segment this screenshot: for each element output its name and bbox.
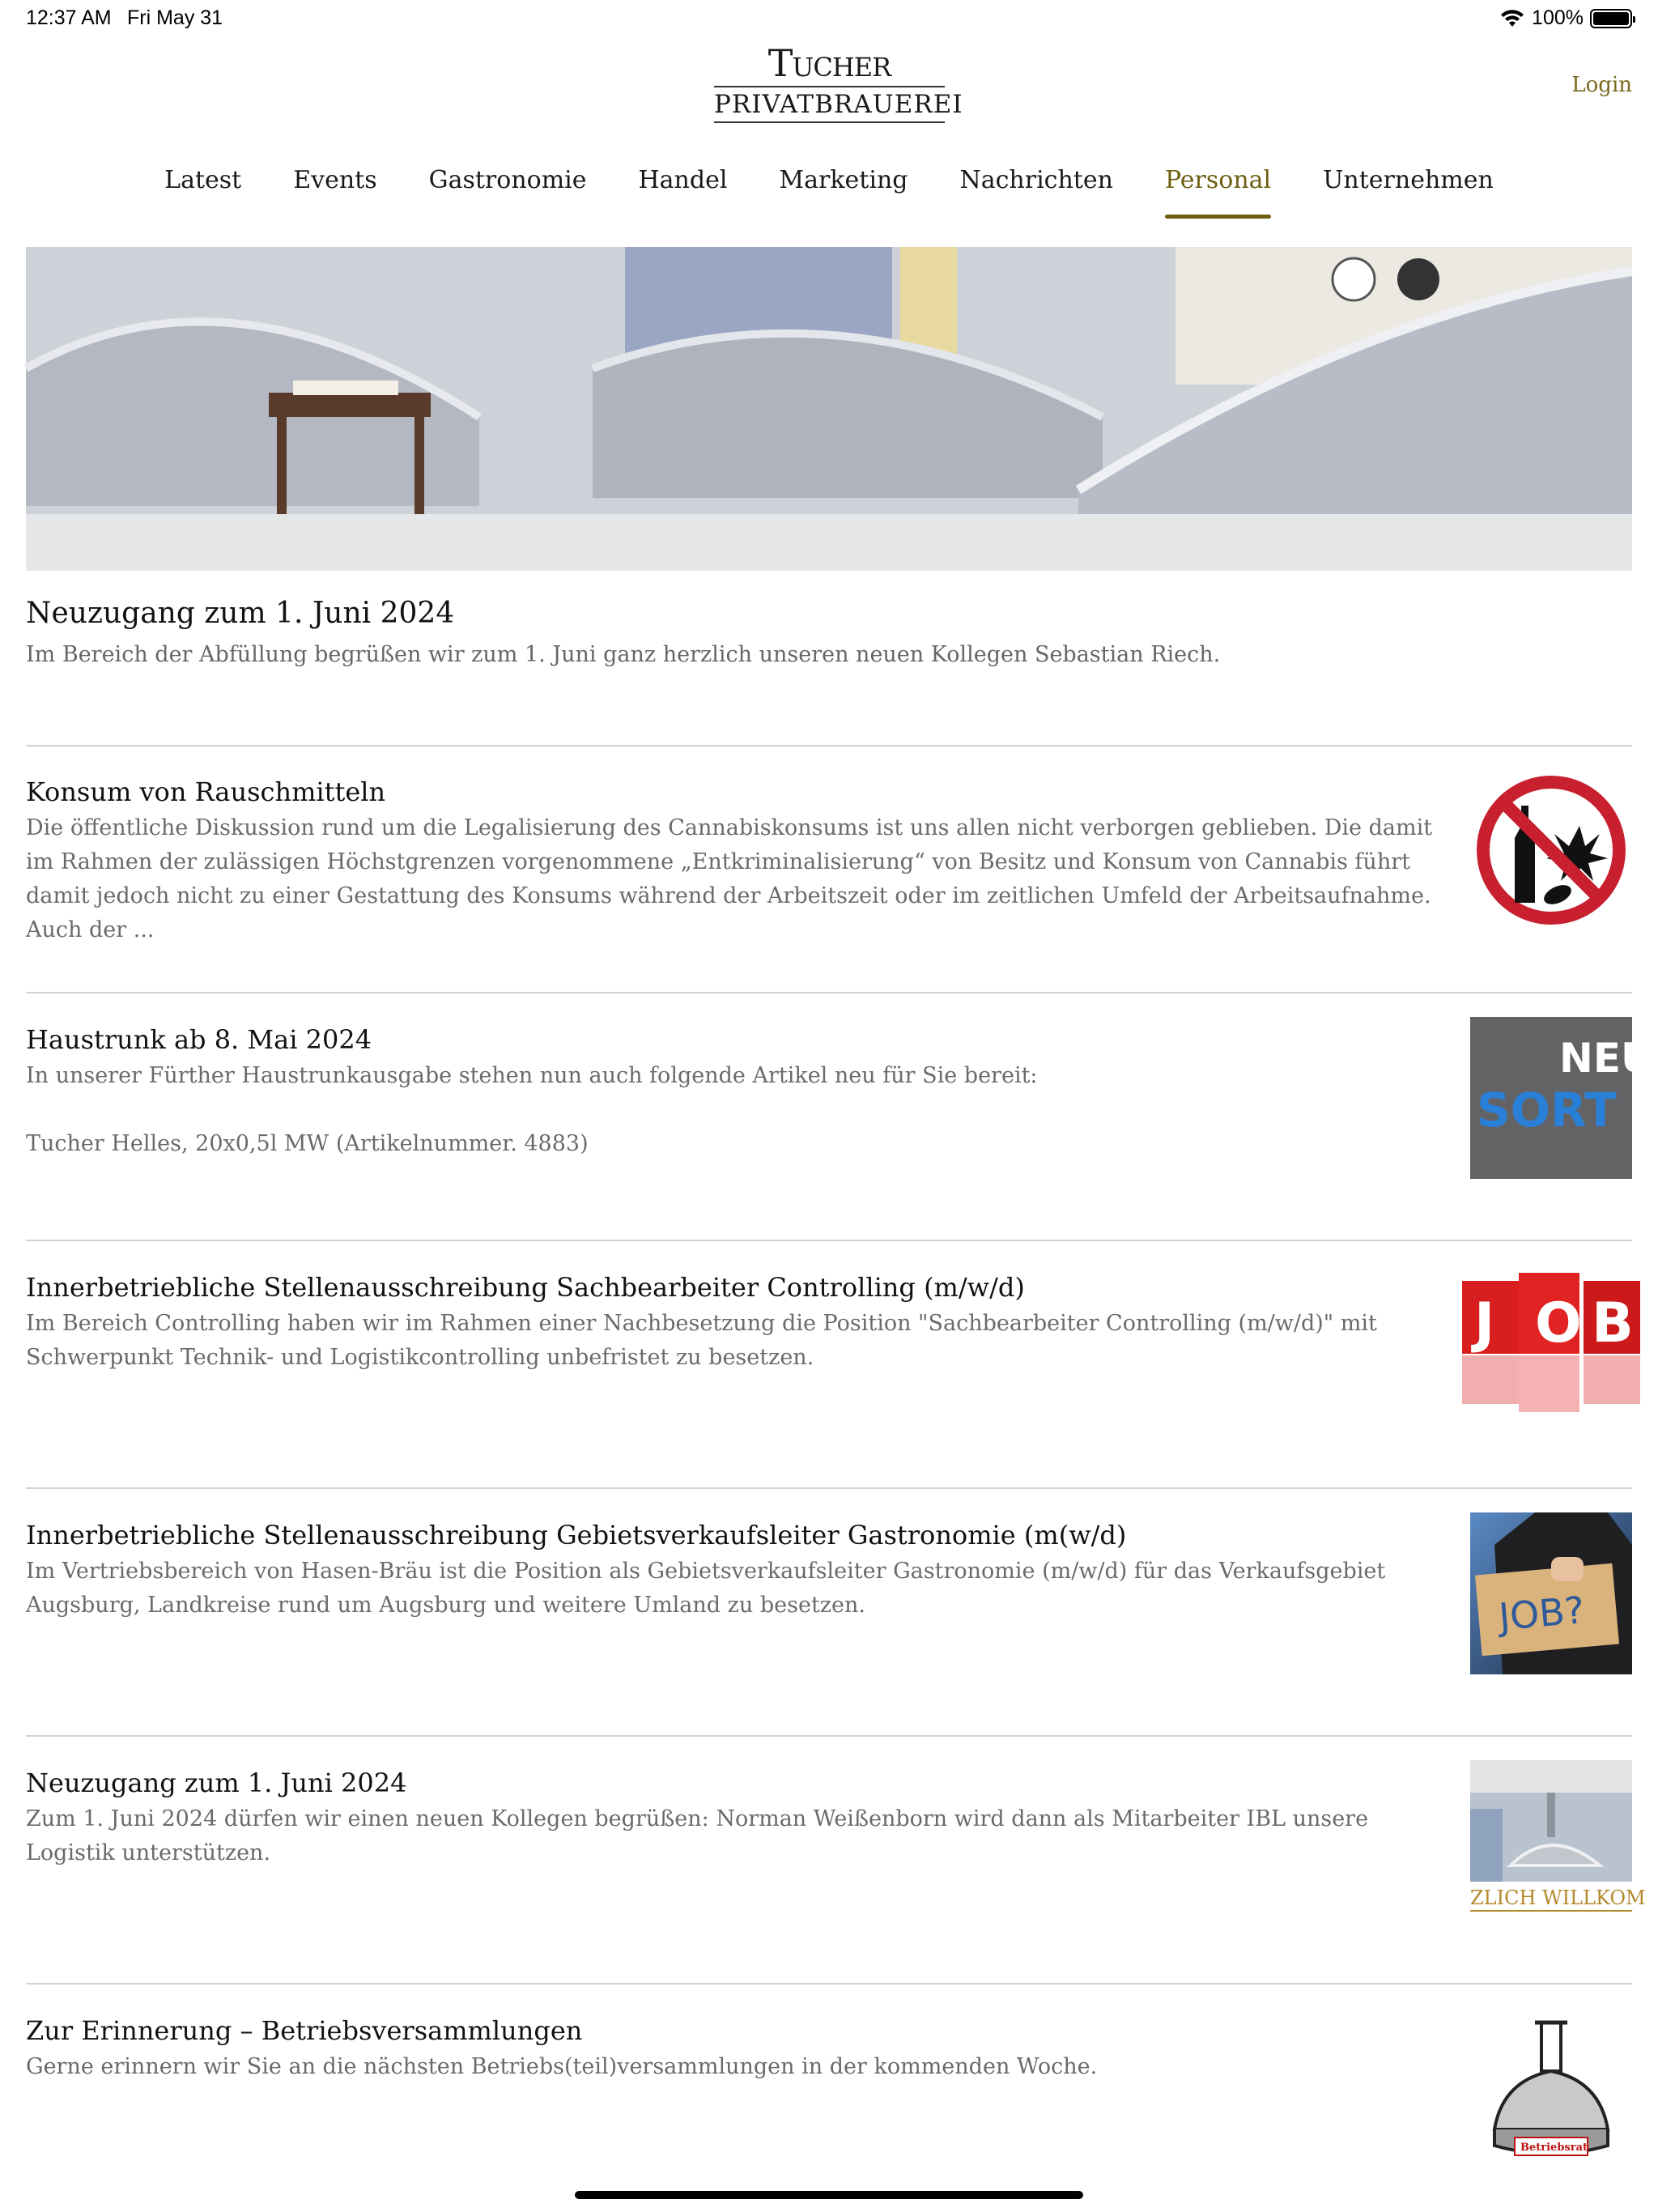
tab-personal[interactable]: Personal <box>1139 162 1297 219</box>
article-title[interactable]: Zur Erinnerung – Betriebsversammlungen <box>26 2015 583 2046</box>
home-indicator[interactable] <box>575 2191 1083 2199</box>
battery-percent: 100% <box>1532 6 1584 29</box>
article-title[interactable]: Innerbetriebliche Stellenausschreibung Gebietsverkaufsleiter Gastronomie (m(w/d) <box>26 1520 1127 1551</box>
brew-kettle-sketch-image[interactable] <box>1470 2008 1632 2170</box>
tab-nachrichten[interactable]: Nachrichten <box>959 166 1113 194</box>
tab-handel[interactable]: Handel <box>638 166 728 194</box>
hero-text: Im Bereich der Abfüllung begrüßen wir zum 1. Juni ganz herzlich unseren neuen Kollegen Sebastian Riech. <box>26 642 1221 667</box>
article-item[interactable] <box>26 1271 1632 1375</box>
article-text: Gerne erinnern wir Sie an die nächsten Betriebs(teil)versammlungen in der kommenden Woche. <box>26 2054 1098 2079</box>
tab-unternehmen[interactable]: Unternehmen <box>1323 166 1494 194</box>
article-text: Im Bereich Controlling haben wir im Rahmen einer Nachbesetzung die Position "Sachbearbeiter Controlling (m/w/d)" mit Schwerpunkt Technik- und Logistikcontrolling unbefristet zu besetzen. <box>26 1311 1377 1370</box>
thumb-text-new: NEU <box>1559 1035 1654 1082</box>
tab-latest[interactable]: Latest <box>164 166 242 194</box>
wifi-icon <box>1499 9 1525 28</box>
no-drugs-icon[interactable] <box>1470 769 1632 931</box>
divider <box>26 745 1632 747</box>
tab-gastronomie[interactable]: Gastronomie <box>428 166 587 194</box>
thumb-text-betriebsrat: Betriebsrat <box>1520 2142 1588 2154</box>
hero-image[interactable] <box>26 247 1632 571</box>
battery-icon <box>1590 9 1632 28</box>
article-item[interactable] <box>26 1023 1632 1161</box>
article-text: Im Vertriebsbereich von Hasen-Bräu ist die Position als Gebietsverkaufsleiter Gastronomie (m/w/d) für das Verkaufsgebiet Augsburg, Landkreise rund um Augsburg und weitere Umland zu besetzen. <box>26 1559 1386 1618</box>
article-title[interactable]: Haustrunk ab 8. Mai 2024 <box>26 1024 372 1055</box>
thumb-text-welcome: ZLICH WILLKOM <box>1470 1887 1646 1909</box>
article-item[interactable] <box>26 2014 1632 2084</box>
svg-text:B: B <box>1592 1291 1634 1355</box>
svg-text:J: J <box>1474 1291 1495 1355</box>
article-title[interactable]: Konsum von Rauschmitteln <box>26 776 386 807</box>
article-title[interactable]: Innerbetriebliche Stellenausschreibung Sachbearbeiter Controlling (m/w/d) <box>26 1272 1025 1303</box>
thumb-text-job: JOB? <box>1497 1588 1587 1640</box>
login-button[interactable]: Login <box>1571 73 1632 97</box>
article-text: Zum 1. Juni 2024 dürfen wir einen neuen Kollegen begrüßen: Norman Weißenborn wird dann als Mitarbeiter IBL unsere Logistik unterstützen. <box>26 1806 1369 1865</box>
article-item[interactable] <box>26 1519 1632 1623</box>
job-sign-image[interactable] <box>1470 1512 1632 1674</box>
divider <box>26 1487 1632 1489</box>
logo-wordmark: Tucher <box>767 41 891 85</box>
hero-title[interactable]: Neuzugang zum 1. Juni 2024 <box>26 597 455 630</box>
thumb-text-sort: SORT <box>1477 1083 1617 1138</box>
welcome-brewhouse-image[interactable] <box>1470 1760 1646 1922</box>
article-item[interactable] <box>26 1767 1632 1870</box>
divider <box>26 1735 1632 1737</box>
status-indicators <box>1499 6 1632 30</box>
article-item[interactable] <box>26 776 1632 947</box>
divider <box>26 1983 1632 1984</box>
category-tabs <box>0 162 1658 219</box>
divider <box>26 992 1632 993</box>
new-assortment-image[interactable] <box>1470 1017 1654 1179</box>
svg-text:O: O <box>1535 1291 1582 1355</box>
article-title[interactable]: Neuzugang zum 1. Juni 2024 <box>26 1767 407 1798</box>
job-cubes-image[interactable] <box>1470 1265 1632 1427</box>
article-text: In unserer Fürther Haustrunkausgabe stehen nun auch folgende Artikel neu für Sie bereit: Tucher Helles, 20x0,5l MW (Artikelnummer. 4883) <box>26 1063 1038 1156</box>
tab-events[interactable]: Events <box>293 166 377 194</box>
status-time: 12:37 AM <box>26 6 112 29</box>
tab-marketing[interactable]: Marketing <box>779 166 908 194</box>
tucher-logo[interactable] <box>714 41 963 123</box>
logo-subtitle: PRIVATBRAUEREI <box>714 90 963 119</box>
divider <box>26 1240 1632 1241</box>
status-date: Fri May 31 <box>127 6 223 29</box>
article-text: Die öffentliche Diskussion rund um die Legalisierung des Cannabiskonsums ist uns allen nicht verborgen geblieben. Die damit im Rahmen der zulässigen Höchstgrenzen vorgenommene „Entkriminalisierung“ von Besitz und Konsum von Cannabis führt damit jedoch nicht zu einer Gestattung des Konsums während der Arbeitszeit oder im zeitlichen Umfeld der Arbeitsaufnahme. Auch der ... <box>26 815 1433 942</box>
